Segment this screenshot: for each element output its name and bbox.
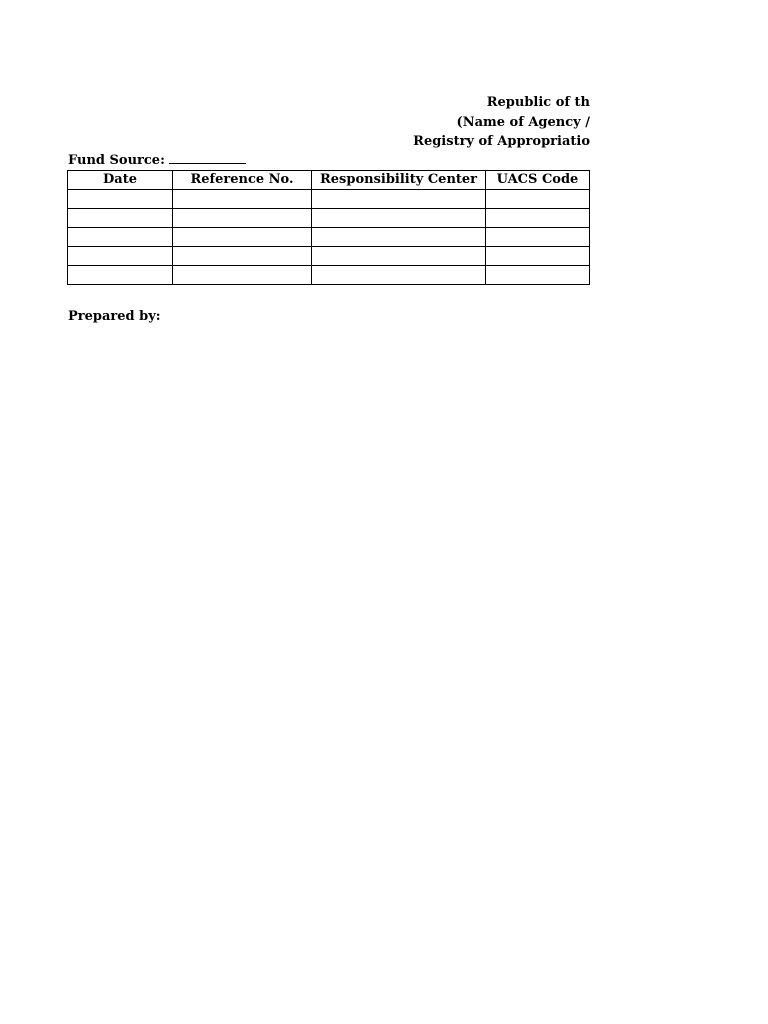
column-header-5 <box>590 171 591 190</box>
column-header-uacs-code: UACS Code <box>486 171 590 190</box>
table-cell <box>590 190 591 209</box>
table-cell <box>590 228 591 247</box>
table-row <box>68 228 591 247</box>
table-cell <box>68 228 173 247</box>
table-cell <box>312 190 486 209</box>
table-row <box>68 266 591 285</box>
table-cell <box>173 228 312 247</box>
table-cell <box>68 247 173 266</box>
table-cell <box>312 209 486 228</box>
table-cell <box>173 190 312 209</box>
table-cell <box>590 266 591 285</box>
table-cell <box>486 209 590 228</box>
table-row <box>68 190 591 209</box>
header-agency: (Name of Agency / <box>456 115 590 130</box>
table-row <box>68 247 591 266</box>
fund-source <box>68 151 246 170</box>
column-header-responsibility-center: Responsibility Center <box>312 171 486 190</box>
table-cell <box>68 190 173 209</box>
table-cell <box>173 266 312 285</box>
header-republic: Republic of th <box>486 95 590 110</box>
table-cell <box>312 266 486 285</box>
header-registry-title: Registry of Appropriatio <box>413 134 590 149</box>
table-cell <box>68 266 173 285</box>
table-cell <box>68 209 173 228</box>
fund-source-blank <box>169 151 246 164</box>
table-cell <box>312 228 486 247</box>
table-cell <box>486 190 590 209</box>
table-cell <box>173 247 312 266</box>
table-header-row <box>68 171 591 190</box>
table-cell <box>486 228 590 247</box>
table-cell <box>590 247 591 266</box>
column-header-date: Date <box>68 171 173 190</box>
table-cell <box>173 209 312 228</box>
registry-table <box>67 170 590 285</box>
table-row <box>68 209 591 228</box>
table-cell <box>312 247 486 266</box>
table-cell <box>486 247 590 266</box>
column-header-reference-no: Reference No. <box>173 171 312 190</box>
prepared-by-label: Prepared by: <box>68 309 161 324</box>
table-cell <box>486 266 590 285</box>
fund-source-label: Fund Source: <box>68 153 165 168</box>
table-cell <box>590 209 591 228</box>
